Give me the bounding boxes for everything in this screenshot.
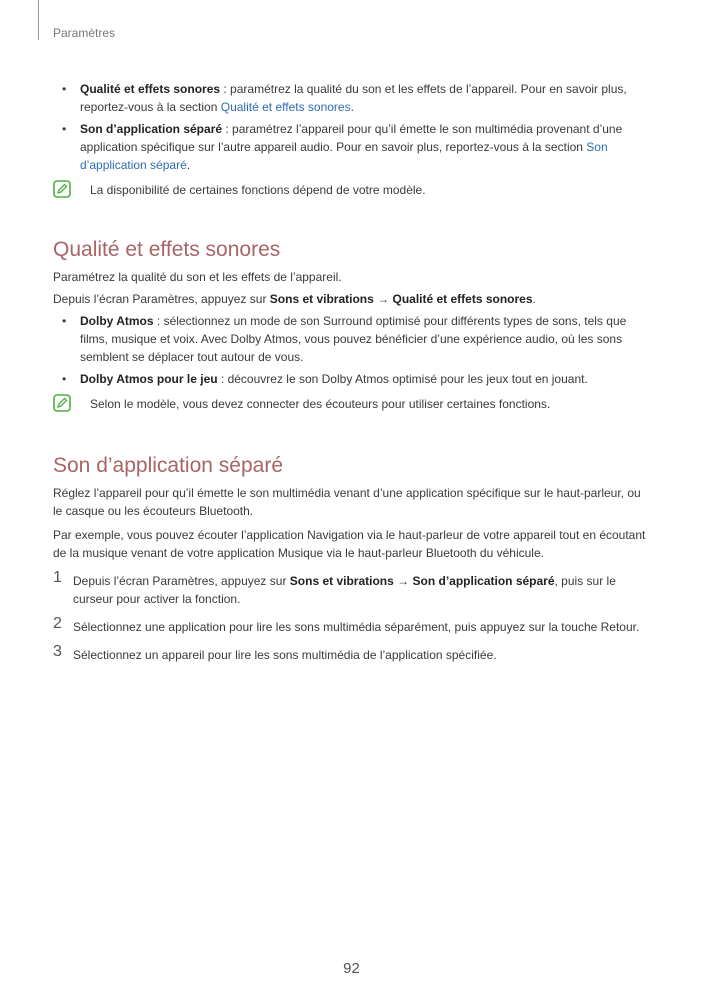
bullet-tail: . xyxy=(350,100,354,114)
page-content xyxy=(53,80,653,674)
bullet-term: Dolby Atmos pour le jeu xyxy=(80,372,218,386)
bullet-text: : paramétrez la qualité du son et les effets de l’appareil. Pour en savoir plus, reportez-vous à la section xyxy=(80,82,627,114)
page-number: 92 xyxy=(343,960,360,977)
list-item xyxy=(53,80,653,116)
note-pencil-icon xyxy=(53,394,71,412)
step-number: 2 xyxy=(53,615,62,632)
bullet-term: Dolby Atmos xyxy=(80,314,154,328)
list-item xyxy=(53,370,653,388)
list-item xyxy=(53,120,653,174)
bullet-text: : paramétrez l’appareil pour qu’il émette le son multimédia provenant d’une application spécifique sur l’autre appareil audio. Pour en savoir plus, reportez-vous à la section xyxy=(80,122,623,154)
quality-bullet-list xyxy=(53,312,653,388)
step-text: Sélectionnez un appareil pour lire les sons multimédia de l’application spécifiée. xyxy=(73,648,497,662)
bullet-text: : sélectionnez un mode de son Surround optimisé pour différents types de sons, tels que films, musique et voix. Avec Dolby Atmos, vous pouvez bénéficier d’une expérience audio, où les sons semblent se déplacer tout autour de vous. xyxy=(80,314,627,364)
note-pencil-icon xyxy=(53,180,71,198)
bullet-term: Qualité et effets sonores xyxy=(80,82,221,96)
bullet-dot: • xyxy=(62,314,67,328)
note-text: Selon le modèle, vous devez connecter des écouteurs pour utiliser certaines fonctions. xyxy=(90,397,551,411)
note-box xyxy=(53,394,653,418)
list-item xyxy=(53,312,653,366)
step-tail: , puis sur le curseur pour activer la fonction. xyxy=(73,574,616,606)
bullet-dot: • xyxy=(62,372,67,386)
menu-qualite-effets: Qualité et effets sonores xyxy=(392,292,533,306)
path-tail: . xyxy=(532,292,536,306)
paragraph: Par exemple, vous pouvez écouter l’application Navigation via le haut-parleur de votre appareil tout en écoutant de la musique venant de votre application Musique via le haut-parleur Bluetooth du véhicule. xyxy=(53,528,646,560)
step-number: 1 xyxy=(53,569,62,586)
step-number: 3 xyxy=(53,643,62,660)
header-section-title: Paramètres xyxy=(53,26,116,40)
bullet-dot: • xyxy=(62,122,67,136)
arrow-icon: → xyxy=(393,574,413,588)
header-rule xyxy=(38,0,39,40)
step-text: Depuis l’écran Paramètres, appuyez sur xyxy=(73,574,290,588)
path-prefix: Depuis l’écran Paramètres, appuyez sur xyxy=(53,292,270,306)
intro-bullet-list xyxy=(53,80,653,174)
bullet-text: : découvrez le son Dolby Atmos optimisé pour les jeux tout en jouant. xyxy=(217,372,588,386)
step-item xyxy=(53,569,653,608)
arrow-icon: → xyxy=(373,292,393,306)
paragraph: Paramétrez la qualité du son et les effets de l’appareil. xyxy=(53,270,342,284)
menu-sons-vibrations: Sons et vibrations xyxy=(289,574,394,588)
bullet-tail: . xyxy=(186,158,191,172)
bullet-dot: • xyxy=(62,82,67,96)
step-list xyxy=(53,569,653,664)
heading-qualite-effets: Qualité et effets sonores xyxy=(53,238,281,261)
heading-son-application: Son d’application séparé xyxy=(53,454,283,477)
paragraph: Réglez l’appareil pour qu’il émette le son multimédia venant d’une application spécifique sur le haut-parleur, ou le casque ou les écouteurs Bluetooth. xyxy=(53,486,641,518)
step-text: Sélectionnez une application pour lire les sons multimédia séparément, puis appuyez sur la touche Retour. xyxy=(73,620,640,634)
menu-son-application: Son d’application séparé xyxy=(412,574,555,588)
bullet-term: Son d’application séparé xyxy=(80,122,223,136)
note-text: La disponibilité de certaines fonctions dépend de votre modèle. xyxy=(90,183,426,197)
step-item xyxy=(53,643,653,664)
note-box xyxy=(53,180,653,204)
menu-sons-vibrations: Sons et vibrations xyxy=(269,292,374,306)
link-qualite-effets[interactable]: Qualité et effets sonores xyxy=(220,100,351,114)
paragraph-path xyxy=(53,290,653,308)
step-item xyxy=(53,615,653,636)
link-son-application[interactable]: Son d’application séparé xyxy=(80,140,608,172)
